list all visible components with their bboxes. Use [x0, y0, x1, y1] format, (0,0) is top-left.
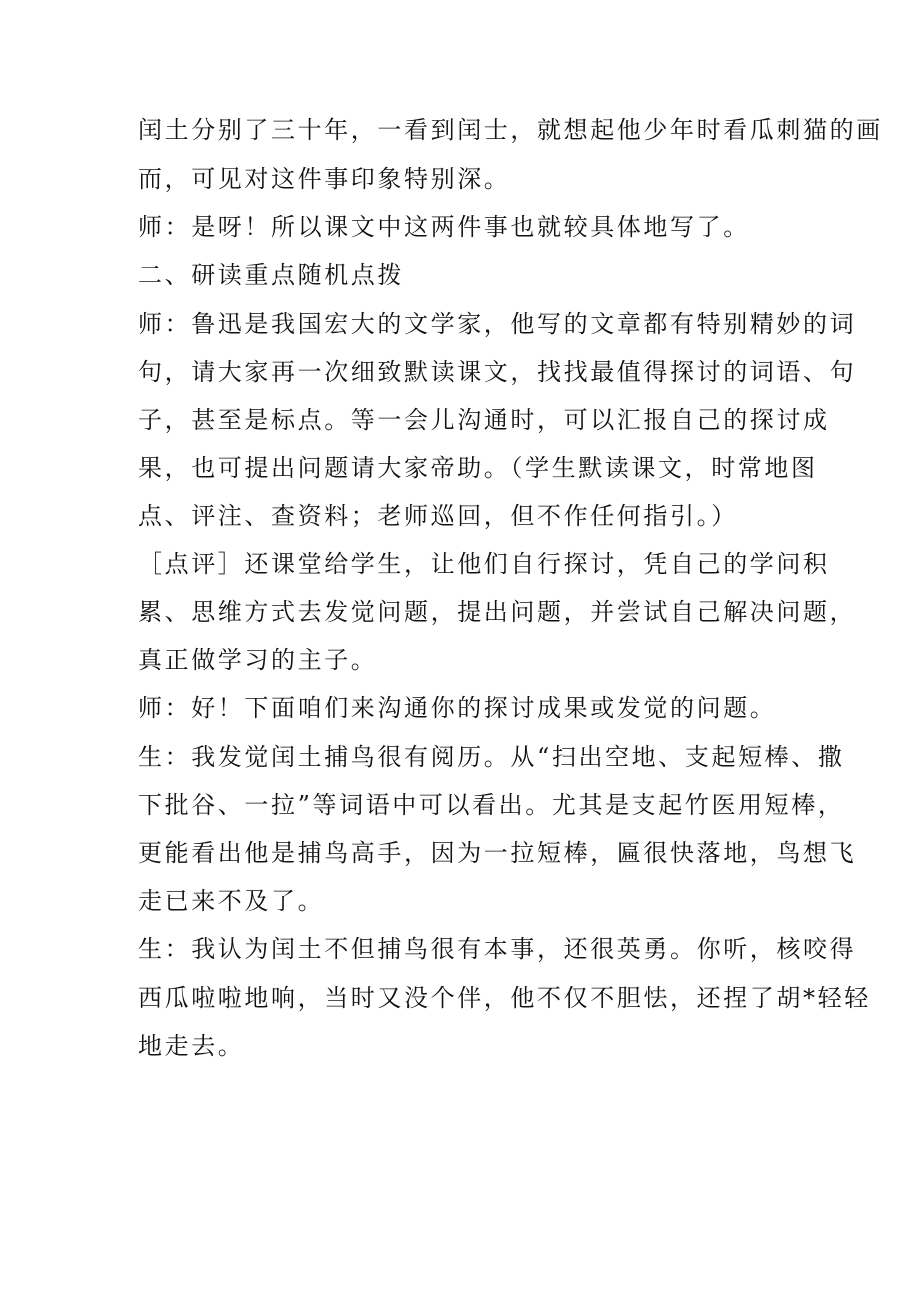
text-line: 生：我认为闰土不但捕鸟很有本事，还很英勇。你听，核咬得: [138, 935, 857, 963]
text-line: 地走去。: [138, 1032, 245, 1060]
text-line: 子，甚至是标点。等一会儿沟通时，可以汇报自己的探讨成: [138, 406, 830, 434]
text-line: 闰土分别了三十年，一看到闰士，就想起他少年时看瓜刺猫的画: [138, 116, 883, 144]
comment-line: 累、思维方式去发觉问题，提出问题，并尝试自己解决问题，: [138, 598, 857, 626]
text-line: 果，也可提出问题请大家帝助。（学生默读课文，时常地图: [138, 454, 818, 482]
comment-line: ［点评］还课堂给学生，让他们自行探讨，凭自己的学问积: [138, 550, 830, 578]
text-line: 走已来不及了。: [138, 887, 325, 915]
text-line: 而，可见对这件事印象特别深。: [138, 165, 511, 193]
text-line: 下批谷、一拉”等词语中可以看出。尤其是支起竹医用短棒，: [138, 791, 845, 819]
text-line: 师：鲁迅是我国宏大的文学家，他写的文章都有特别精妙的词: [138, 310, 857, 338]
text-line: 点、评注、查资料；老师巡回，但不作任何指引。）: [138, 502, 738, 530]
text-line: 更能看出他是捕鸟高手，因为一拉短棒，匾很快落地，鸟想飞: [138, 839, 857, 867]
text-line: 句，请大家再一次细致默读课文，找找最值得探讨的词语、句: [138, 358, 857, 386]
text-line: 西瓜啦啦地响，当时又没个伴，他不仅不胆怯，还捏了胡*轻轻: [138, 984, 871, 1012]
section-heading: 二、研读重点随机点拨: [138, 261, 404, 289]
text-line: 师：是呀！所以课文中这两件事也就较具体地写了。: [138, 213, 750, 241]
text-line: 生：我发觉闰土捕鸟很有阅历。从“扫出空地、支起短棒、撒: [138, 743, 845, 771]
text-line: 师：好！下面咱们来沟通你的探讨成果或发觉的问题。: [138, 694, 777, 722]
comment-line: 真正做学习的主子。: [138, 646, 378, 674]
